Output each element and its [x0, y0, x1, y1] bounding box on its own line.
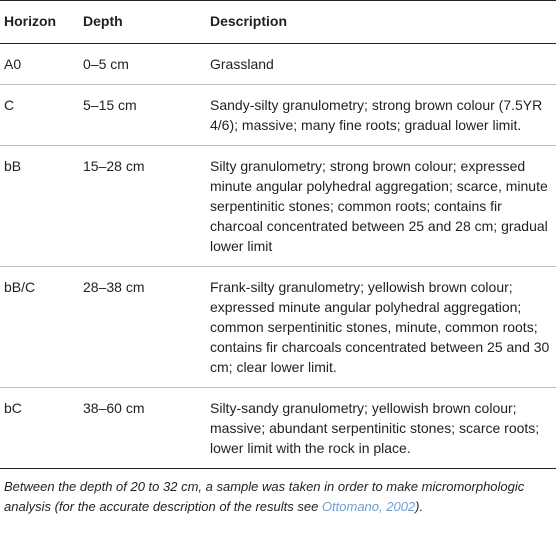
header-depth: Depth	[83, 1, 210, 44]
description-cell: Silty-sandy granulometry; yellowish brown colour; massive; abundant serpentinitic stones; scarce roots; lower limit with the rock in place.	[210, 388, 556, 469]
header-horizon: Horizon	[0, 1, 83, 44]
description-cell: Grassland	[210, 44, 556, 85]
horizon-cell: bC	[0, 388, 83, 469]
table-row	[0, 85, 556, 146]
table-row	[0, 388, 556, 469]
depth-cell: 28–38 cm	[83, 267, 210, 388]
horizon-cell: C	[0, 85, 83, 146]
table-row	[0, 44, 556, 85]
horizon-cell: bB/C	[0, 267, 83, 388]
depth-cell: 0–5 cm	[83, 44, 210, 85]
horizon-cell: A0	[0, 44, 83, 85]
table-footnote	[0, 469, 556, 517]
depth-cell: 15–28 cm	[83, 146, 210, 267]
reference-link[interactable]: Ottomano, 2002	[321, 499, 416, 514]
depth-cell: 5–15 cm	[83, 85, 210, 146]
description-cell: Silty granulometry; strong brown colour; expressed minute angular polyhedral aggregation; scarce, minute serpentinitic stones; common roots; contains fir charcoal concentrated between 25 and 28 cm; gradual lower limit	[210, 146, 556, 267]
horizon-cell: bB	[0, 146, 83, 267]
depth-cell: 38–60 cm	[83, 388, 210, 469]
footnote-text-before: Between the depth of 20 to 32 cm, a sample was taken in order to make micromorphologic analysis (for the accurate description of the results see	[4, 479, 525, 514]
footnote-text-after: ).	[415, 499, 424, 514]
description-cell: Frank-silty granulometry; yellowish brown colour; expressed minute angular polyhedral aggregation; common serpentinitic stones, minute, common roots; contains fir charcoals concentrated between 25 and 30 cm; clear lower limit.	[210, 267, 556, 388]
table-row	[0, 267, 556, 388]
table-header-row	[0, 1, 556, 44]
table-row	[0, 146, 556, 267]
header-description: Description	[210, 1, 556, 44]
description-cell: Sandy-silty granulometry; strong brown colour (7.5YR 4/6); massive; many fine roots; gradual lower limit.	[210, 85, 556, 146]
